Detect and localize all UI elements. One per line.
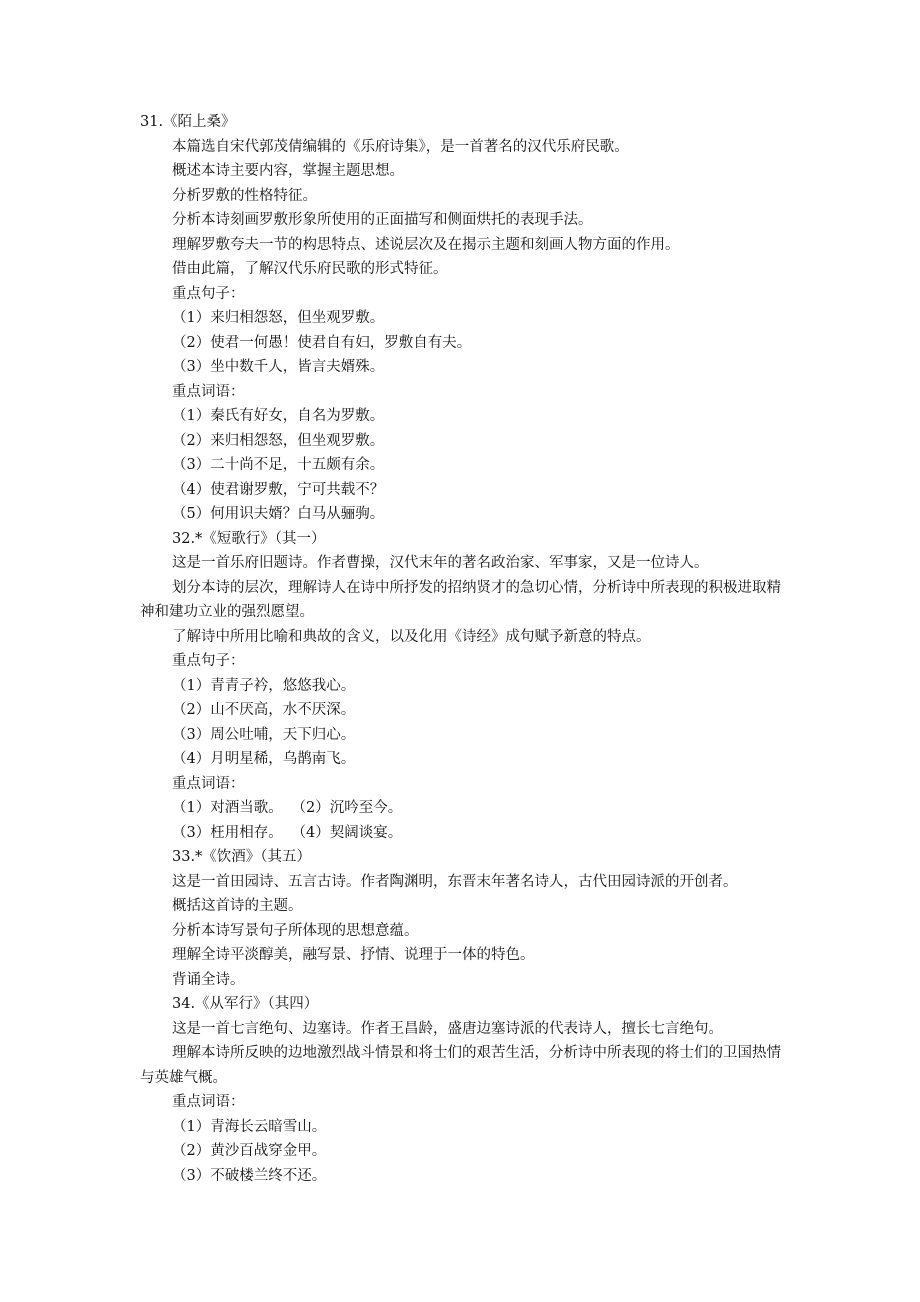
key-word: （4）契阔谈宴。 [298,824,403,841]
section-heading: 33.*《饮酒》（其五） [172,849,312,865]
section-heading: 34.《从军行》（其四） [172,996,319,1012]
key-sentence: （4）月明星稀，乌鹊南飞。 [172,751,356,767]
key-sentence: （3）周公吐哺，天下归心。 [172,726,356,743]
section-intro: 本篇选自宋代郭茂倩编辑的《乐府诗集》，是一首著名的汉代乐府民歌。 [172,138,629,155]
key-word: （3）不破楼兰终不还。 [172,1167,327,1184]
study-point: 概述本诗主要内容，掌握主题思想。 [172,163,404,179]
study-point: 概括这首诗的主题。 [172,898,303,914]
study-point: 分析本诗写景句子所体现的思想意蕴。 [172,922,419,939]
study-point-long: 理解本诗所反映的边地激烈战斗情景和将士们的艰苦生活，分析诗中所表现的将士们的卫国热情与英雄气概。 [140,1045,781,1086]
key-words-label: 重点词语： [172,775,245,792]
study-point: 了解诗中所用比喻和典故的含义，以及化用《诗经》成句赋予新意的特点。 [172,628,651,645]
key-word: （2）黄沙百战穿金甲。 [172,1143,327,1159]
section-intro: 这是一首七言绝句、边塞诗。作者王昌龄，盛唐边塞诗派的代表诗人，擅长七言绝句。 [172,1020,723,1037]
key-sentence: （3）坐中数千人，皆言夫婿殊。 [172,359,385,375]
key-word: （1）秦氏有好女，自名为罗敷。 [172,408,385,424]
key-word: （2）来归相怨怒，但坐观罗敷。 [172,432,385,449]
key-word: （2）沉吟至今。 [298,800,403,816]
key-sentence: （1）青青子衿，悠悠我心。 [172,677,356,694]
study-point: 分析罗敷的性格特征。 [172,187,317,204]
study-point: 借由此篇，了解汉代乐府民歌的形式特征。 [172,261,448,277]
section-heading: 32.*《短歌行》（其一） [172,530,326,547]
study-point: 背诵全诗。 [172,971,245,988]
key-word: （3）枉用相存。 [172,824,283,841]
key-word: （5）何用识夫婿？白马从骊驹。 [172,506,385,522]
key-word: （1）对酒当歌。 [172,800,283,816]
key-sentences-label: 重点句子： [172,653,245,669]
document-body [140,110,785,1188]
key-sentence: （2）使君一何愚！使君自有妇，罗敷自有夫。 [172,334,472,351]
study-point: 分析本诗刻画罗敷形象所使用的正面描写和侧面烘托的表现手法。 [172,212,593,228]
section-heading: 31.《陌上桑》 [140,114,236,130]
study-point-long: 划分本诗的层次，理解诗人在诗中所抒发的招纳贤才的急切心情，分析诗中所表现的积极进取精神和建功立业的强烈愿望。 [140,579,781,620]
key-word-row [140,796,785,821]
study-point: 理解罗敷夸夫一节的构思特点、述说层次及在揭示主题和刻画人物方面的作用。 [172,236,680,253]
section-intro: 这是一首田园诗、五言古诗。作者陶渊明，东晋末年著名诗人，古代田园诗派的开创者。 [172,873,738,890]
key-words-label: 重点词语： [172,1094,245,1110]
section-intro: 这是一首乐府旧题诗。作者曹操，汉代末年的著名政治家、军事家，又是一位诗人。 [172,555,709,571]
study-point: 理解全诗平淡醇美，融写景、抒情、说理于一体的特色。 [172,947,535,963]
key-word: （4）使君谢罗敷，宁可共载不？ [172,481,385,498]
key-sentence: （1）来归相怨怒，但坐观罗敷。 [172,310,385,326]
key-word: （1）青海长云暗雪山。 [172,1118,327,1135]
key-sentence: （2）山不厌高，水不厌深。 [172,702,356,718]
key-word-row [140,821,785,846]
key-word: （3）二十尚不足，十五颇有余。 [172,457,385,473]
key-words-label: 重点词语： [172,383,245,400]
key-sentences-label: 重点句子： [172,285,245,302]
